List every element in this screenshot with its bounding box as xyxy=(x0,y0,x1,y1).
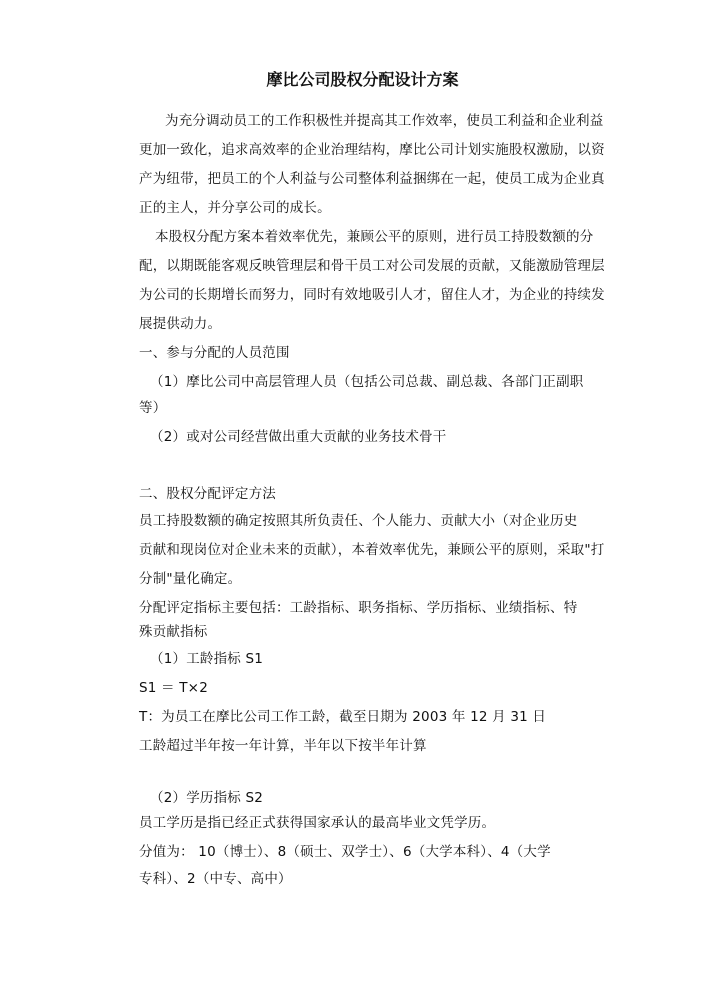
list-item-continuation: 等） xyxy=(139,400,167,416)
paragraph-line: 展提供动力。 xyxy=(139,316,222,332)
paragraph-line: 贡献和现岗位对企业未来的贡献），本着效率优先，兼顾公平的原则，采取"打 xyxy=(139,542,605,558)
paragraph-line: T：为员工在摩比公司工作工龄，截至日期为 2003 年 12 月 31 日 xyxy=(139,709,547,725)
paragraph-line: 专科）、2（中专、高中） xyxy=(139,871,292,887)
paragraph-line: 更加一致化，追求高效率的企业治理结构，摩比公司计划实施股权激励，以资 xyxy=(139,142,605,158)
list-item: （2）学历指标 S2 xyxy=(150,790,264,806)
list-item: （1）摩比公司中高层管理人员（包括公司总裁、副总裁、各部门正副职 xyxy=(150,374,584,390)
paragraph-line: 配，以期既能客观反映管理层和骨干员工对公司发展的贡献，又能激励管理层 xyxy=(139,258,605,274)
section-heading: 二、股权分配评定方法 xyxy=(139,486,276,502)
paragraph-line: 本股权分配方案本着效率优先，兼顾公平的原则，进行员工持股数额的分 xyxy=(155,229,594,245)
paragraph-line: 分制"量化确定。 xyxy=(139,571,242,587)
paragraph-line: 工龄超过半年按一年计算，半年以下按半年计算 xyxy=(139,738,427,754)
list-item: （2）或对公司经营做出重大贡献的业务技术骨干 xyxy=(150,429,447,445)
formula-line: S1 ＝ T×2 xyxy=(139,680,208,696)
paragraph-line: 为充分调动员工的工作积极性并提高其工作效率，使员工利益和企业利益 xyxy=(165,113,604,129)
paragraph-line: 员工学历是指已经正式获得国家承认的最高毕业文凭学历。 xyxy=(139,815,496,831)
paragraph-line: 员工持股数额的确定按照其所负责任、个人能力、贡献大小（对企业历史 xyxy=(139,513,578,529)
paragraph-line: 殊贡献指标 xyxy=(139,624,208,640)
paragraph-line: 分配评定指标主要包括：工龄指标、职务指标、学历指标、业绩指标、特 xyxy=(139,600,578,616)
paragraph-line: 分值为： 10（博士）、8（硕士、双学士）、6（大学本科）、4（大学 xyxy=(139,844,551,860)
paragraph-line: 产为纽带，把员工的个人利益与公司整体利益捆绑在一起，使员工成为企业真 xyxy=(139,171,605,187)
document-title: 摩比公司股权分配设计方案 xyxy=(266,70,459,89)
paragraph-line: 正的主人，并分享公司的成长。 xyxy=(139,200,331,216)
section-heading: 一、参与分配的人员范围 xyxy=(139,345,290,361)
paragraph-line: 为公司的长期增长而努力，同时有效地吸引人才，留住人才，为企业的持续发 xyxy=(139,287,605,303)
list-item: （1）工龄指标 S1 xyxy=(150,651,264,667)
